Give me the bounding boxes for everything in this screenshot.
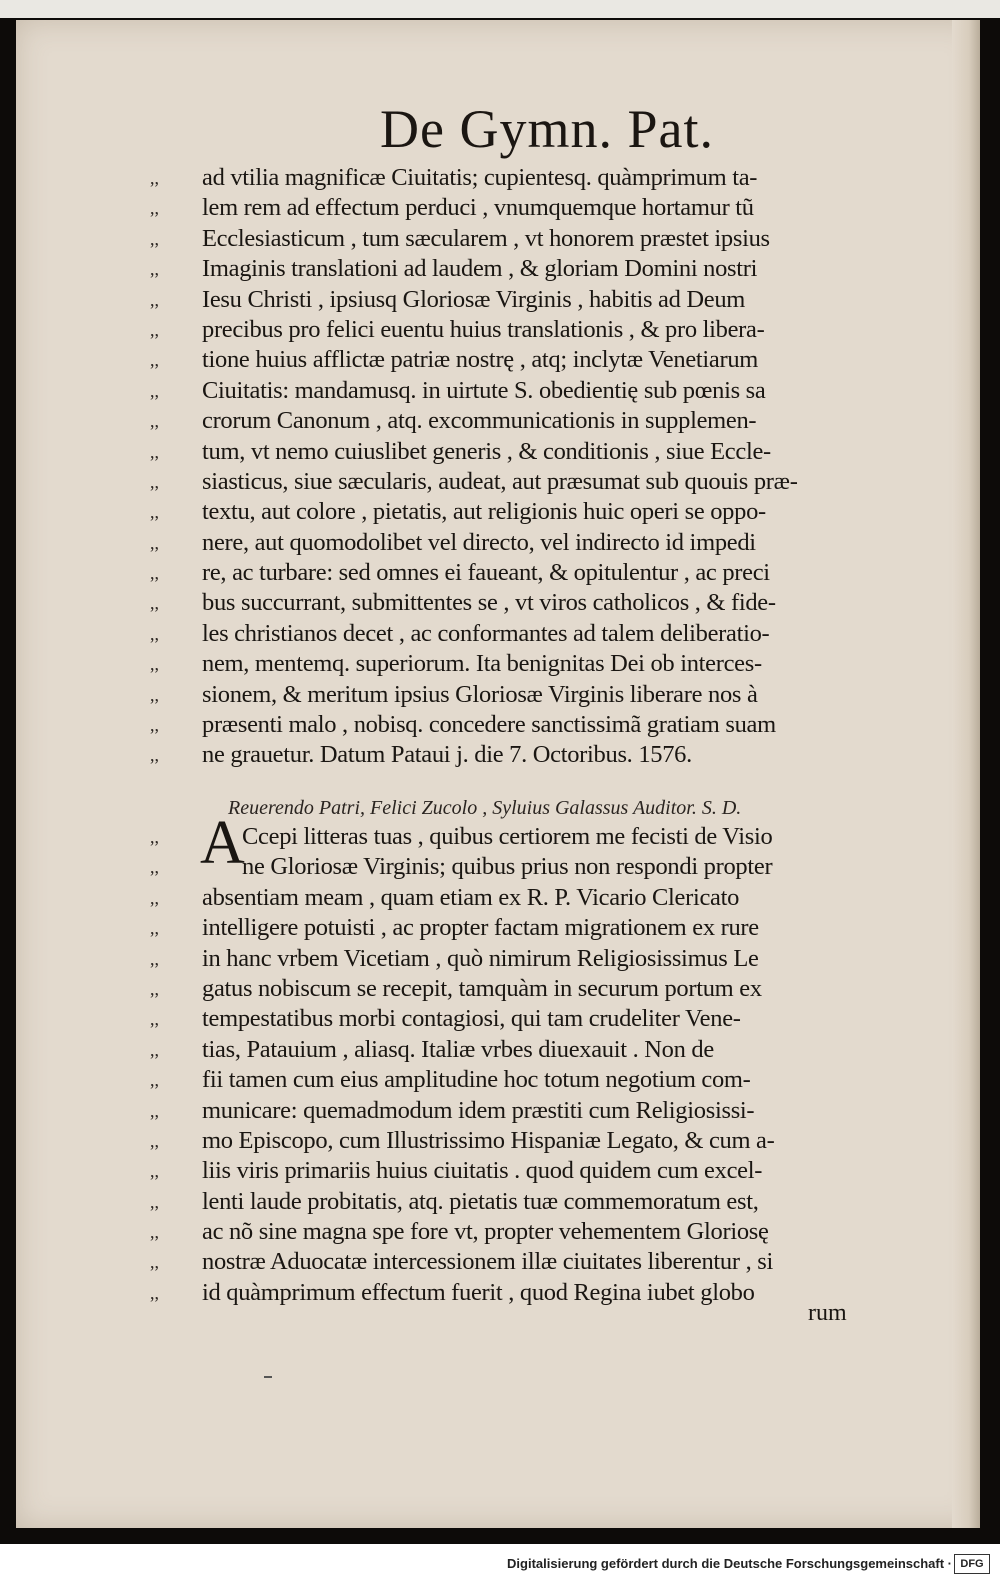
- decree-text-block: [150, 163, 920, 771]
- decree-line-text: nem, mentemq. superiorum. Ita benignitas Dei ob interces-: [202, 650, 762, 678]
- letter-line: [150, 913, 920, 943]
- quotation-mark: ,,: [150, 1252, 159, 1273]
- letter-line-text: id quàmprimum effectum fuerit , quod Regina iubet globo: [202, 1278, 755, 1306]
- page-edge-shadow: [952, 20, 980, 1528]
- quotation-mark: ,,: [150, 1161, 159, 1182]
- quotation-mark: ,,: [150, 441, 159, 462]
- decree-line: [150, 224, 920, 254]
- decree-line-text: Iesu Christi , ipsiusq Gloriosæ Virginis , habitis ad Deum: [202, 285, 746, 313]
- decree-line-text: tione huius afflictæ patriæ nostrę , atq; inclytæ Venetiarum: [202, 346, 759, 374]
- quotation-mark: ,,: [150, 623, 159, 644]
- quotation-mark: ,,: [150, 745, 159, 766]
- quotation-mark: ,,: [150, 684, 159, 705]
- letter-line-text: municare: quemadmodum idem præstiti cum Religiosissi-: [202, 1096, 755, 1124]
- letter-line-text: tias, Patauium , aliasq. Italiæ vrbes diuexauit . Non de: [202, 1035, 714, 1063]
- stray-mark: [264, 1376, 272, 1378]
- drop-capital: A: [200, 809, 245, 877]
- quotation-mark: ,,: [150, 715, 159, 736]
- decree-line-text: bus succurrant, submittentes se , vt viros catholicos , & fide-: [202, 589, 776, 617]
- decree-line: [150, 497, 920, 527]
- decree-line-text: lem rem ad effectum perduci , vnumquemque hortamur tũ: [202, 194, 754, 222]
- quotation-mark: ,,: [150, 380, 159, 401]
- decree-line-text: ad vtilia magnificæ Ciuitatis; cupientesq. quàmprimum ta-: [202, 164, 758, 191]
- letter-line-text: ac nõ sine magna spe fore vt, propter vehementem Gloriosę: [202, 1218, 769, 1246]
- quotation-mark: ,,: [150, 1191, 159, 1212]
- quotation-mark: ,,: [150, 1039, 159, 1060]
- quotation-mark: ,,: [150, 502, 159, 523]
- decree-line-text: Imaginis translationi ad laudem , & gloriam Domini nostri: [202, 255, 758, 283]
- decree-line: [150, 163, 920, 193]
- quotation-mark: ,,: [150, 319, 159, 340]
- decree-line: [150, 345, 920, 375]
- letter-line: [150, 1035, 920, 1065]
- decree-line: [150, 285, 920, 315]
- decree-line-text: Ciuitatis: mandamusq. in uirtute S. obedientię sub pœnis sa: [202, 376, 766, 404]
- decree-line-text: textu, aut colore , pietatis, aut religionis huic operi se oppo-: [202, 498, 766, 526]
- letter-line: [150, 1278, 920, 1308]
- quotation-mark: ,,: [150, 563, 159, 584]
- quotation-mark: ,,: [150, 168, 159, 188]
- letter-line: [150, 822, 920, 852]
- letter-line-text: nostræ Aduocatæ intercessionem illæ ciuitates liberentur , si: [202, 1248, 773, 1276]
- letter-line-text: tempestatibus morbi contagiosi, qui tam crudeliter Vene-: [202, 1005, 741, 1033]
- quotation-mark: ,,: [150, 948, 159, 969]
- letter-line-text: in hanc vrbem Vicetiam , quò nimirum Religiosissimus Le: [202, 944, 759, 972]
- letter-heading: Reuerendo Patri, Felici Zucolo , Syluius Galassus Auditor. S. D.: [228, 797, 742, 819]
- decree-line: [150, 437, 920, 467]
- quotation-mark: ,,: [150, 1009, 159, 1030]
- quotation-mark: ,,: [150, 532, 159, 553]
- quotation-mark: ,,: [150, 228, 159, 249]
- decree-line-text: Ecclesiasticum , tum sæcularem , vt honorem præstet ipsius: [202, 224, 770, 252]
- decree-line: [150, 619, 920, 649]
- decree-line: [150, 376, 920, 406]
- decree-line-text: sionem, & meritum ipsius Gloriosæ Virginis liberare nos à: [202, 680, 758, 708]
- quotation-mark: ,,: [150, 654, 159, 675]
- decree-line-text: nere, aut quomodolibet vel directo, vel indirecto id impedi: [202, 528, 756, 556]
- decree-line: [150, 558, 920, 588]
- letter-line-text: ne Gloriosæ Virginis; quibus prius non respondi propter: [242, 853, 773, 881]
- quotation-mark: ,,: [150, 887, 159, 908]
- decree-line-text: re, ac turbare: sed omnes ei faueant, & opitulentur , ac preci: [202, 559, 770, 587]
- quotation-mark: ,,: [150, 1070, 159, 1091]
- quotation-mark: ,,: [150, 827, 159, 847]
- decree-line-text: præsenti malo , nobisq. concedere sanctissimã gratiam suam: [202, 711, 776, 739]
- letter-line: [150, 1156, 920, 1186]
- dfg-logo-icon: DFG: [954, 1554, 990, 1574]
- quotation-mark: ,,: [150, 1100, 159, 1121]
- letter-line: [150, 852, 920, 882]
- decree-line: [150, 680, 920, 710]
- decree-line: [150, 315, 920, 345]
- decree-line: [150, 193, 920, 223]
- letter-line-text: intelligere potuisti , ac propter factam migrationem ex rure: [202, 914, 759, 942]
- quotation-mark: ,,: [150, 411, 159, 432]
- decree-line-text: tum, vt nemo cuiuslibet generis , & conditionis , siue Eccle-: [202, 437, 771, 465]
- quotation-mark: ,,: [150, 198, 159, 219]
- letter-line: [150, 1126, 920, 1156]
- decree-line: [150, 528, 920, 558]
- decree-line: [150, 254, 920, 284]
- letter-line: [150, 1187, 920, 1217]
- quotation-mark: ,,: [150, 350, 159, 371]
- decree-line: [150, 588, 920, 618]
- quotation-mark: ,,: [150, 1130, 159, 1151]
- letter-line-text: fii tamen cum eius amplitudine hoc totum negotium com-: [202, 1066, 751, 1094]
- quotation-mark: ,,: [150, 918, 159, 939]
- letter-line-text: liis viris primariis huius ciuitatis . quod quidem cum excel-: [202, 1157, 763, 1185]
- catchword: rum: [808, 1300, 847, 1326]
- letter-line: [150, 1217, 920, 1247]
- decree-line-text: les christianos decet , ac conformantes ad talem deliberatio-: [202, 619, 770, 647]
- letter-line: [150, 944, 920, 974]
- letter-line: [150, 1096, 920, 1126]
- decree-line-text: crorum Canonum , atq. excommunicationis in supplemen-: [202, 407, 757, 435]
- decree-line: [150, 710, 920, 740]
- quotation-mark: ,,: [150, 857, 159, 878]
- decree-line-text: ne grauetur. Datum Pataui j. die 7. Octoribus. 1576.: [202, 741, 692, 769]
- quotation-mark: ,,: [150, 259, 159, 280]
- letter-line: [150, 1004, 920, 1034]
- digitization-footer: [0, 1544, 1000, 1584]
- letter-line: [150, 974, 920, 1004]
- letter-line: [150, 1065, 920, 1095]
- funding-credit: Digitalisierung gefördert durch die Deutsche Forschungsgemeinschaft ·: [507, 1556, 952, 1571]
- letter-line-text: mo Episcopo, cum Illustrissimo Hispaniæ Legato, & cum a-: [202, 1126, 775, 1154]
- quotation-mark: ,,: [150, 1222, 159, 1243]
- quotation-mark: ,,: [150, 1282, 159, 1303]
- quotation-mark: ,,: [150, 593, 159, 614]
- decree-line: [150, 467, 920, 497]
- letter-line: [150, 883, 920, 913]
- letter-line-text: lenti laude probitatis, atq. pietatis tuæ commemoratum est,: [202, 1187, 759, 1215]
- decree-line: [150, 406, 920, 436]
- decree-line-text: precibus pro felici euentu huius translationis , & pro libera-: [202, 315, 765, 343]
- letter-line-text: absentiam meam , quam etiam ex R. P. Vicario Clericato: [202, 883, 740, 911]
- quotation-mark: ,,: [150, 978, 159, 999]
- quotation-mark: ,,: [150, 289, 159, 310]
- letter-text-block: [150, 822, 920, 1308]
- scan-top-strip: [0, 0, 1000, 18]
- quotation-mark: ,,: [150, 471, 159, 492]
- running-head: De Gymn. Pat.: [380, 99, 714, 159]
- letter-line: [150, 1247, 920, 1277]
- letter-line-text: Ccepi litteras tuas , quibus certiorem me fecisti de Visio: [242, 823, 773, 850]
- decree-line: [150, 649, 920, 679]
- decree-line-text: siasticus, siue sæcularis, audeat, aut præsumat sub quouis præ-: [202, 467, 798, 495]
- letter-line-text: gatus nobiscum se recepit, tamquàm in securum portum ex: [202, 974, 762, 1002]
- decree-line: [150, 740, 920, 770]
